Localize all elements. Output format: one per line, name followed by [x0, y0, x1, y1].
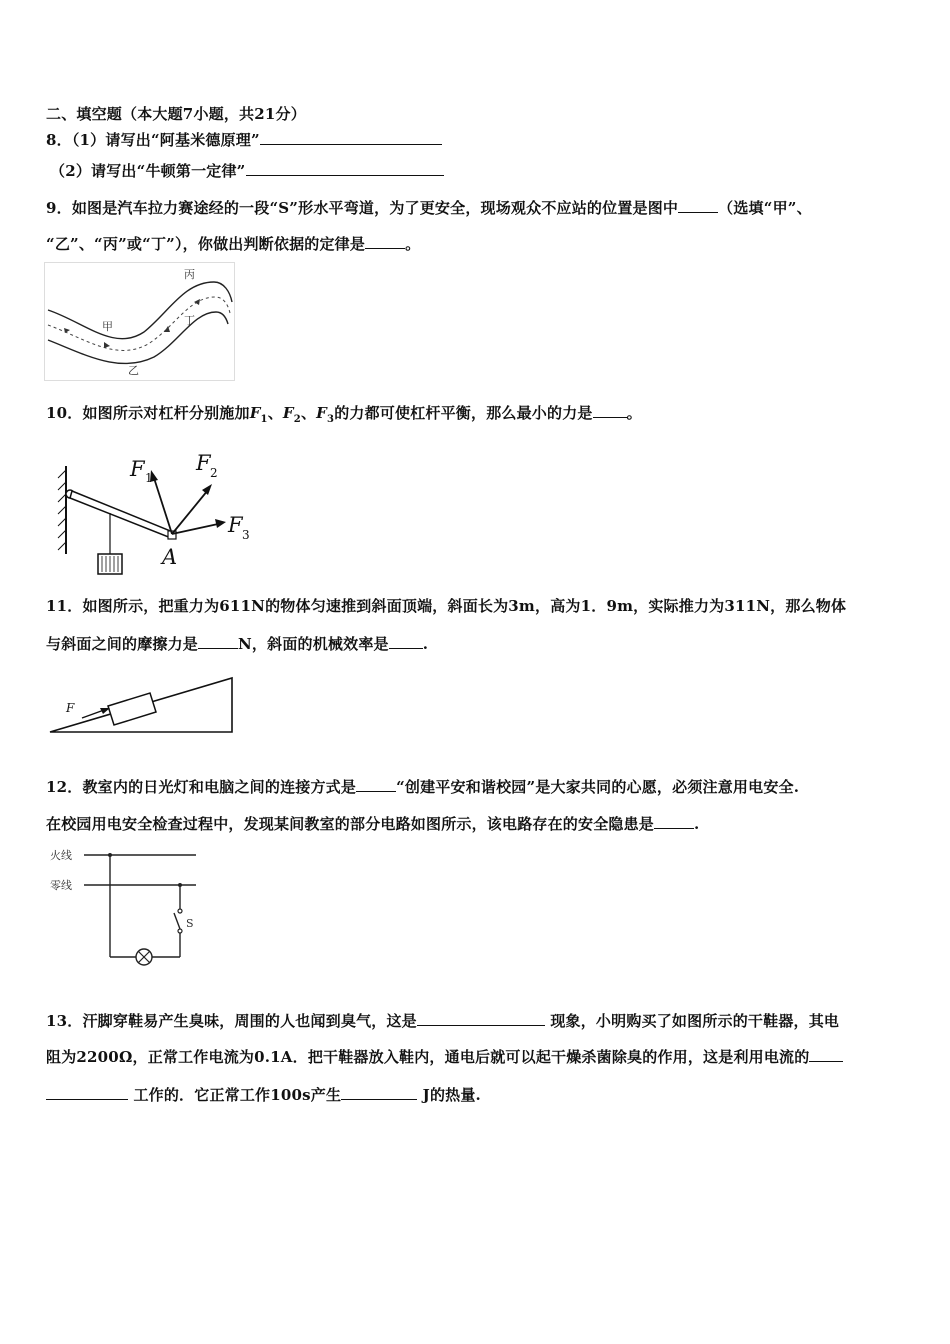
section-title: 二、填空题（本大题7小题，共21分） [46, 105, 306, 123]
question-13-line-1: 13．汗脚穿鞋易产生臭味，周围的人也闻到臭气，这是 现象，小明购买了如图所示的干鞋器，其电 [46, 1012, 840, 1030]
label-f3: F [228, 513, 243, 537]
label-f: F [66, 701, 75, 715]
question-11-line-2: 与斜面之间的摩擦力是 N，斜面的机械效率是 . [46, 635, 429, 653]
circuit-figure [50, 845, 200, 970]
label-f3-sub: 3 [242, 528, 250, 542]
question-9-line-2: “乙”、“丙”或“丁”），你做出判断依据的定律是 。 [46, 235, 421, 253]
question-12-line-1: 12．教室内的日光灯和电脑之间的连接方式是 “创建平安和谐校园”是大家共同的心愿，必须注意用电安全. [46, 778, 800, 796]
answer-blank[interactable] [46, 1085, 128, 1100]
label-bing: 丙 [184, 268, 195, 281]
question-12-line-2: 在校园用电安全检查过程中，发现某间教室的部分电路如图所示，该电路存在的安全隐患是 . [46, 815, 700, 833]
s-curve-road-figure [44, 262, 236, 382]
label-neutral-wire: 零线 [50, 879, 72, 892]
answer-blank[interactable] [389, 634, 423, 649]
label-f1: F [130, 457, 145, 481]
question-13-line-3: 工作的．它正常工作100s产生 J的热量. [46, 1084, 481, 1105]
lever-figure [50, 446, 270, 581]
answer-blank[interactable] [260, 130, 442, 145]
question-8-part-1: 8．（1）请写出“阿基米德原理” [46, 129, 442, 150]
answer-blank[interactable] [246, 161, 444, 176]
label-switch: S [186, 917, 194, 930]
label-jia: 甲 [102, 320, 113, 333]
answer-blank[interactable] [809, 1047, 843, 1062]
answer-blank[interactable] [593, 403, 627, 418]
question-13-line-2: 阻为2200Ω，正常工作电流为0.1A．把干鞋器放入鞋内，通电后就可以起干燥杀菌除臭的作用，这是利用电流的 [46, 1046, 843, 1067]
label-f2: F [196, 451, 211, 475]
label-live-wire: 火线 [50, 849, 72, 862]
question-9-line-1: 9．如图是汽车拉力赛途经的一段“S”形水平弯道，为了更安全，现场观众不应站的位置是图中 （选填“甲”、 [46, 199, 812, 217]
question-10: 10．如图所示对杠杆分别施加$F_1$、$F_2$、$F_3$的力都可使杠杆平衡，那么最小的力是 。 [46, 404, 642, 425]
answer-blank[interactable] [365, 234, 405, 249]
answer-blank[interactable] [654, 814, 694, 829]
question-11-line-1: 11．如图所示，把重力为611N的物体匀速推到斜面顶端，斜面长为3m，高为1．9m，实际推力为311N，那么物体 [46, 597, 847, 615]
label-yi: 乙 [128, 364, 139, 377]
label-ding: 丁 [184, 314, 195, 327]
label-f1-sub: 1 [145, 471, 153, 485]
label-f2-sub: 2 [210, 466, 218, 480]
answer-blank[interactable] [678, 198, 718, 213]
answer-blank[interactable] [417, 1011, 545, 1026]
answer-blank[interactable] [198, 634, 238, 649]
label-a: A [162, 545, 178, 569]
question-8-part-2: （2）请写出“牛顿第一定律” [50, 160, 444, 181]
answer-blank[interactable] [341, 1085, 417, 1100]
incline-figure [46, 674, 238, 736]
answer-blank[interactable] [356, 777, 396, 792]
